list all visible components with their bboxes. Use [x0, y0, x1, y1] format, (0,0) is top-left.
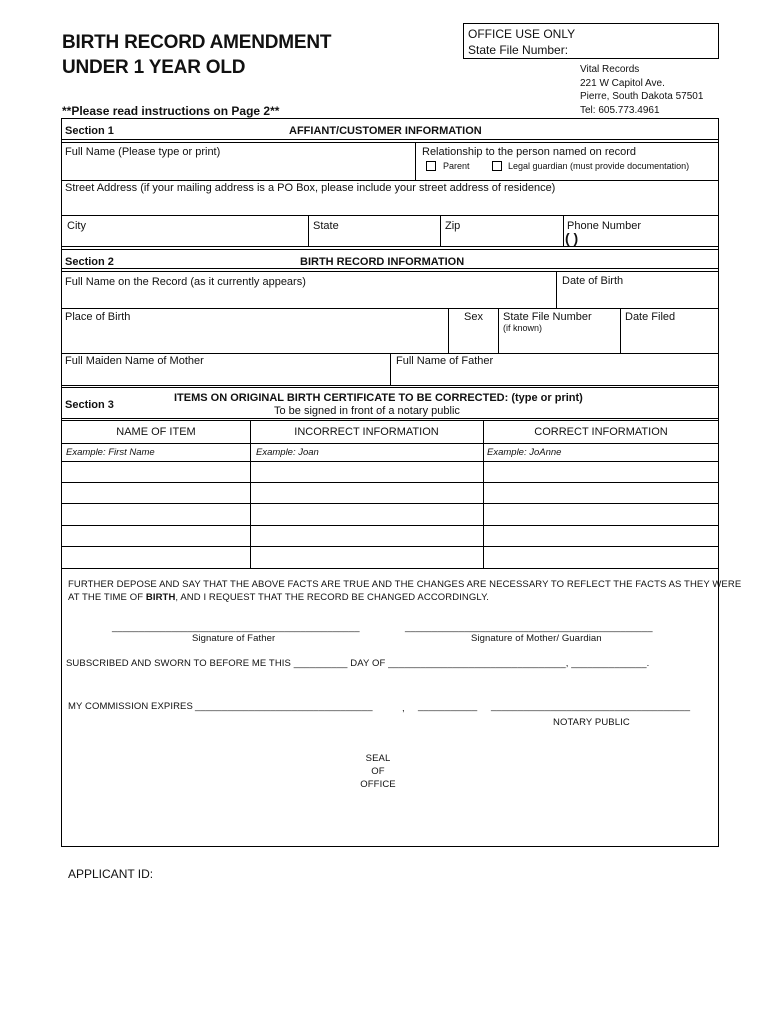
notary-signature-line[interactable]: _____________________________________: [491, 701, 691, 712]
office-use-box: [463, 23, 719, 59]
col-correct-information: CORRECT INFORMATION: [534, 426, 668, 438]
example-correct: Example: JoAnne: [487, 447, 562, 458]
state-file-number-field-label: State File Number: [503, 311, 592, 323]
address-line-1: Vital Records: [580, 64, 640, 75]
section3-subheading: To be signed in front of a notary public: [274, 405, 460, 417]
example-incorrect: Example: Joan: [256, 447, 319, 458]
section3-heading: ITEMS ON ORIGINAL BIRTH CERTIFICATE TO BE CORRECTED: (type or print): [174, 392, 583, 404]
city-label: City: [67, 220, 86, 232]
title-line-1: BIRTH RECORD AMENDMENT: [62, 32, 332, 53]
full-name-label: Full Name (Please type or print): [65, 146, 221, 158]
date-of-birth-label: Date of Birth: [562, 275, 624, 287]
commission-expires-line[interactable]: _________________________________: [195, 701, 373, 712]
street-address-label: Street Address (if your mailing address is a PO Box, please include your street address of residence): [65, 182, 556, 194]
applicant-id-label: APPLICANT ID:: [68, 867, 154, 881]
seal-of-office: SEAL OF OFFICE: [360, 753, 396, 790]
subscribed-sworn-statement: SUBSCRIBED AND SWORN TO BEFORE ME THIS __________ DAY OF _________________________________, ______________.: [66, 658, 650, 669]
mother-signature-label: Signature of Mother/ Guardian: [471, 633, 602, 644]
section1-label: Section 1: [65, 125, 114, 137]
commission-year-line[interactable]: ___________: [418, 701, 478, 712]
state-label: State: [313, 220, 339, 232]
if-known-label: (if known): [503, 323, 543, 333]
office-use-label: OFFICE USE ONLY: [468, 27, 576, 41]
parent-label: Parent: [443, 161, 470, 171]
guardian-label: Legal guardian (must provide documentation): [508, 161, 690, 171]
place-of-birth-label: Place of Birth: [65, 311, 131, 323]
father-name-label: Full Name of Father: [396, 355, 494, 367]
commission-comma: ,: [402, 703, 405, 714]
section2-label: Section 2: [65, 256, 114, 268]
commission-expires-label: MY COMMISSION EXPIRES: [68, 701, 193, 712]
amendment-form: [61, 118, 742, 847]
address-line-3: Pierre, South Dakota 57501: [580, 91, 704, 102]
depose-statement-line2: AT THE TIME OF BIRTH, AND I REQUEST THAT THE RECORD BE CHANGED ACCORDINGLY.: [68, 592, 490, 603]
sex-label: Sex: [464, 311, 483, 323]
section2-heading: BIRTH RECORD INFORMATION: [300, 256, 465, 268]
date-filed-label: Date Filed: [625, 311, 676, 323]
phone-area-code-parens: ( ): [565, 230, 579, 246]
state-file-number-label: State File Number:: [468, 43, 569, 57]
relationship-label: Relationship to the person named on record: [422, 146, 637, 158]
mother-maiden-name-label: Full Maiden Name of Mother: [65, 355, 204, 367]
notary-public-label: NOTARY PUBLIC: [553, 717, 630, 728]
zip-label: Zip: [445, 220, 461, 232]
form-title: [62, 30, 331, 80]
section1-heading: AFFIANT/CUSTOMER INFORMATION: [289, 125, 482, 137]
father-signature-line[interactable]: ______________________________________________: [112, 622, 360, 633]
mother-signature-line[interactable]: ______________________________________________: [405, 622, 653, 633]
address-line-2: 221 W Capitol Ave.: [580, 77, 665, 89]
guardian-checkbox[interactable]: [492, 161, 502, 171]
address-line-4: Tel: 605.773.4961: [580, 104, 660, 116]
title-line-2: UNDER 1 YEAR OLD: [62, 57, 246, 78]
full-name-record-label: Full Name on the Record (as it currently appears): [65, 276, 306, 288]
father-signature-label: Signature of Father: [192, 633, 276, 644]
col-incorrect-information: INCORRECT INFORMATION: [294, 426, 439, 438]
example-item: Example: First Name: [66, 447, 155, 458]
instructions-note: **Please read instructions on Page 2**: [62, 104, 280, 118]
phone-label: Phone Number: [567, 220, 641, 232]
col-name-of-item: NAME OF ITEM: [116, 426, 196, 438]
section3-label: Section 3: [65, 399, 114, 411]
vital-records-address: [580, 63, 703, 117]
depose-statement-line1: FURTHER DEPOSE AND SAY THAT THE ABOVE FACTS ARE TRUE AND THE CHANGES ARE NECESSARY TO REFLECT THE FACTS AS THEY WERE: [68, 579, 742, 590]
parent-checkbox[interactable]: [426, 161, 436, 171]
